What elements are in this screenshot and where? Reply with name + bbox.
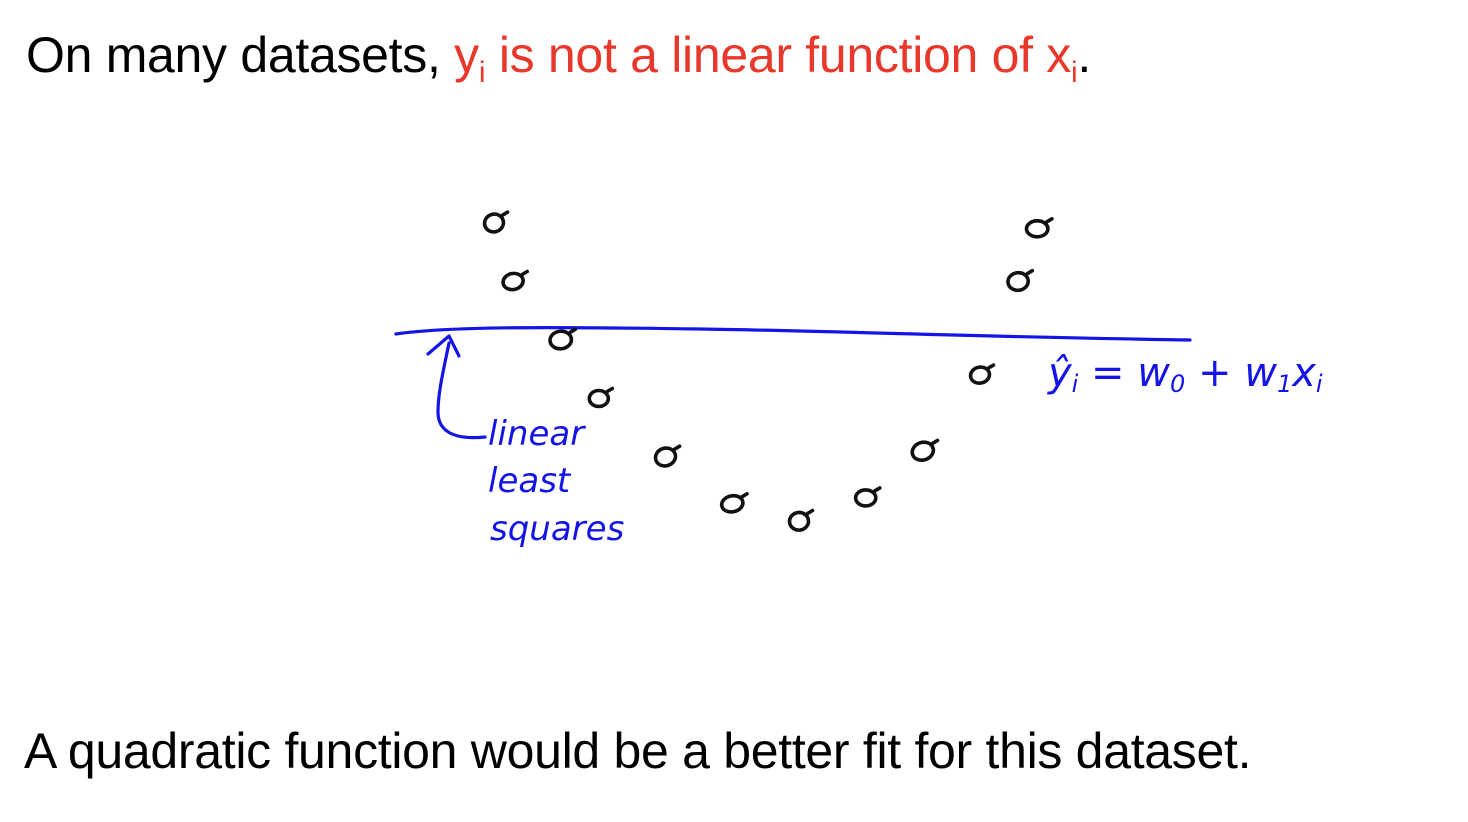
title-middle: is not a linear function of x [485, 27, 1072, 83]
data-point-stroke-tail [989, 365, 994, 368]
title-suffix: . [1077, 27, 1091, 83]
data-point [856, 490, 876, 506]
data-point-stroke-tail [933, 440, 938, 443]
annotation-arrow [438, 343, 485, 438]
label-least: least [488, 461, 571, 501]
equation-x: x [1292, 350, 1316, 396]
equation-w1-sub: 1 [1276, 370, 1293, 398]
title-y: y [454, 27, 479, 83]
arrow-head [428, 336, 459, 356]
data-point-stroke-tail [1047, 219, 1052, 222]
title-x-subscript: i [1071, 56, 1078, 89]
equation-yhat-sub: i [1071, 370, 1079, 398]
label-linear: linear [488, 414, 585, 454]
data-point [549, 330, 572, 350]
title-y-subscript: i [478, 56, 486, 89]
data-point-stroke-tail [808, 511, 813, 514]
data-point-stroke-tail [522, 272, 527, 275]
data-point-stroke-tail [503, 212, 508, 215]
data-point-stroke-tail [875, 488, 880, 491]
label-squares: squares [490, 509, 625, 549]
slide-footer: A quadratic function would be a better fit for this dataset. [24, 723, 1252, 779]
equation-yhat: ŷ [1048, 350, 1072, 396]
data-point [1027, 221, 1048, 237]
data-point-stroke-tail [570, 329, 575, 332]
equation [1047, 350, 1323, 398]
data-point-stroke-tail [675, 446, 680, 449]
least-squares-line [396, 328, 1190, 340]
data-point-stroke-tail [607, 389, 612, 392]
title-prefix: On many datasets, [26, 27, 455, 83]
equation-w0-sub: 0 [1170, 370, 1186, 398]
data-point [589, 391, 608, 407]
equation-rhs-start: = w [1078, 350, 1171, 396]
equation-plus: + w [1185, 350, 1277, 396]
equation-x-sub: i [1315, 370, 1323, 398]
data-point-stroke-tail [742, 494, 747, 497]
data-point-stroke-tail [1027, 271, 1032, 274]
